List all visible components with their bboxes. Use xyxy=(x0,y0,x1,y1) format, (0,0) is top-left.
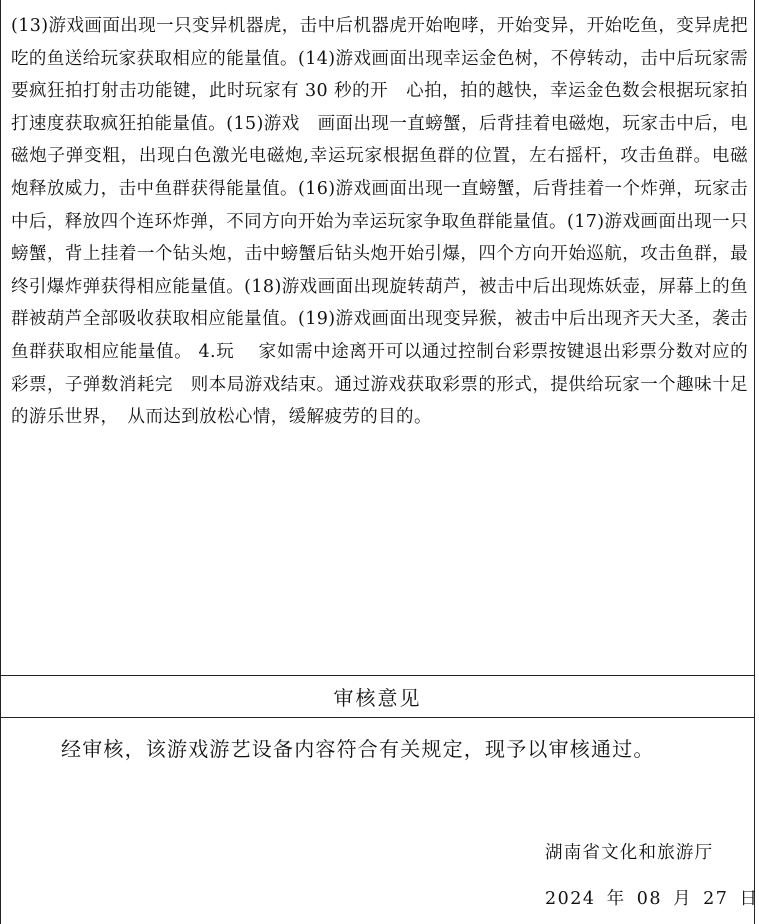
date-year-unit: 年 xyxy=(606,889,626,909)
date-month: 08 xyxy=(636,889,662,909)
review-opinion-text: 经审核，该游戏游艺设备内容符合有关规定，现予以审核通过。 xyxy=(61,737,655,761)
game-description-text: (13)游戏画面出现一只变异机器虎，击中后机器虎开始咆哮，开始变异，开始吃鱼，变异虎把吃的鱼送给玩家获取相应的能量值。(14)游戏画面出现幸运金色树，不停转动，击中后玩家需要疯狂拍打射击功能键，此时玩家有 30 秒的开 心拍，拍的越快，幸运金色数会根据玩家拍打速度获取疯狂拍能量值。(15)游戏 画面出现一直螃蟹，后背挂着电磁炮，玩家击中后，电磁炮子弹变粗，出现白色激光电磁炮,幸运玩家根据鱼群的位置，左右摇杆，攻击鱼群。电磁炮释放威力，击中鱼群获得能量值。(16)游戏画面出现一直螃蟹，后背挂着一个炸弹，玩家击中后，释放四个连环炸弹，不同方向开始为幸运玩家争取鱼群能量值。(17)游戏画面出现一只螃蟹，背上挂着一个钻头炮，击中螃蟹后钻头炮开始引爆，四个方向开始巡航，攻击鱼群，最终引爆炸弹获得相应能量值。(18)游戏画面出现旋转葫芦，被击中后出现炼妖壶，屏幕上的鱼群被葫芦全部吸收获取相应能量值。(19)游戏画面出现变异猴，被击中后出现齐天大圣，袭击鱼群获取相应能量值。 4.玩 家如需中途离开可以通过控制台彩票按键退出彩票分数对应的彩票，子弹数消耗完 则本局游戏结束。通过游戏获取彩票的形式，提供给玩家一个趣味十足的游乐世界， 从而达到放松心情，缓解疲劳的目的。 xyxy=(11,16,748,428)
review-opinion-title: 审核意见 xyxy=(333,686,422,710)
review-header-cell xyxy=(0,676,755,718)
review-date xyxy=(545,885,759,910)
date-year: 2024 xyxy=(545,889,596,909)
review-opinion-cell xyxy=(0,718,759,924)
date-day: 27 xyxy=(703,889,729,909)
issuing-organization: 湖南省文化和旅游厅 xyxy=(545,843,714,863)
date-day-unit: 日 xyxy=(739,889,759,909)
date-month-unit: 月 xyxy=(673,889,693,909)
